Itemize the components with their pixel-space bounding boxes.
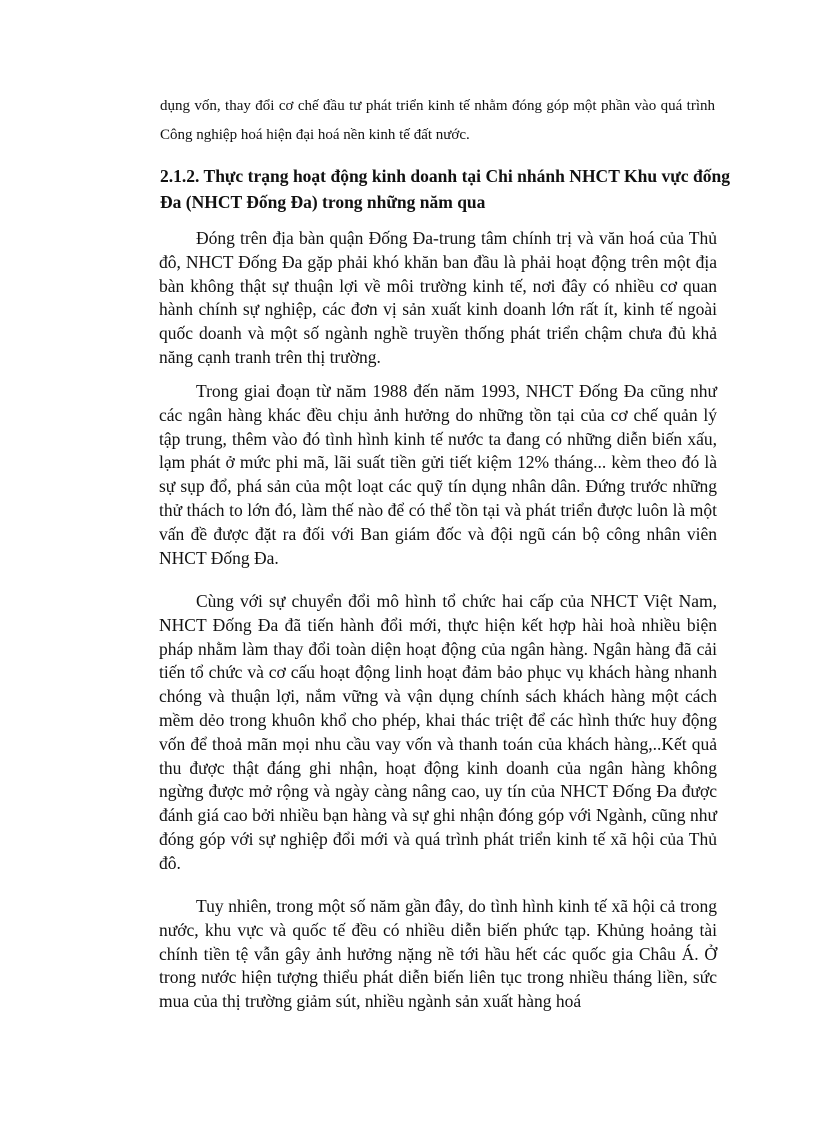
body-paragraph-1: Đóng trên địa bàn quận Đống Đa-trung tâm chính trị và văn hoá của Thủ đô, NHCT Đống Đa gặp phải khó khăn ban đầu là phải hoạt động trên một địa bàn không thật sự thuận lợi về môi trường kinh tế, nơi đây có nhiều cơ quan hành chính sự nghiệp, các đơn vị sản xuất kinh doanh lớn rất ít, kinh tế ngoài quốc doanh và một số ngành nghề truyền thống phát triển chậm chưa đủ khả năng cạnh tranh trên thị trường. bbox=[159, 228, 717, 367]
body-paragraph-4: Tuy nhiên, trong một số năm gần đây, do tình hình kinh tế xã hội cả trong nước, khu vực và quốc tế đều có nhiều diễn biến phức tạp. Khủng hoảng tài chính tiền tệ vẫn gây ảnh hưởng nặng nề tới hầu hết các quốc gia Châu Á. Ở trong nước hiện tượng thiểu phát diễn biến liên tục trong nhiều tháng liền, sức mua của thị trường giảm sút, nhiều ngành sản xuất hàng hoá bbox=[159, 896, 717, 1012]
body-paragraph-2: Trong giai đoạn từ năm 1988 đến năm 1993, NHCT Đống Đa cũng như các ngân hàng khác đều chịu ảnh hưởng do những tồn tại của cơ chế quản lý tập trung, thêm vào đó tình hình kinh tế nước ta đang có những diễn biến xấu, lạm phát ở mức phi mã, lãi suất tiền gửi tiết kiệm 12% tháng... kèm theo đó là sự sụp đổ, phá sản của một loạt các quỹ tín dụng nhân dân. Đứng trước những thử thách to lớn đó, làm thế nào để có thể tồn tại và phát triển được luôn là một vấn đề được đặt ra đối với Ban giám đốc và đội ngũ cán bộ công nhân viên NHCT Đống Đa. bbox=[159, 381, 717, 568]
body-paragraph-3: Cùng với sự chuyển đổi mô hình tổ chức hai cấp của NHCT Việt Nam, NHCT Đống Đa đã tiến hành đổi mới, thực hiện kết hợp hài hoà nhiều biện pháp nhằm làm thay đổi toàn diện hoạt động của ngân hàng. Ngân hàng đã cải tiến tổ chức và cơ cấu hoạt động linh hoạt đảm bảo phục vụ khách hàng nhanh chóng và thuận lợi, nắm vững và vận dụng chính sách khách hàng một cách mềm dẻo trong khuôn khổ cho phép, khai thác triệt để các hình thức huy động vốn để thoả mãn mọi nhu cầu vay vốn và thanh toán của khách hàng,..Kết quả thu được thật đáng ghi nhận, hoạt động kinh doanh của ngân hàng không ngừng được mở rộng và ngày càng nâng cao, uy tín của NHCT Đống Đa được đánh giá cao bởi nhiều bạn hàng và sự ghi nhận đóng góp với Ngành, cũng như đóng góp với sự nghiệp đổi mới và quá trình phát triển kinh tế xã hội của Thủ đô. bbox=[159, 591, 717, 873]
section-heading: 2.1.2. Thực trạng hoạt động kinh doanh tại Chi nhánh NHCT Khu vực đống Đa (NHCT Đống Đa) trong những năm qua bbox=[160, 166, 730, 212]
intro-paragraph: dụng vốn, thay đổi cơ chế đầu tư phát triển kinh tế nhằm đóng góp một phần vào quá trình Công nghiệp hoá hiện đại hoá nền kinh tế đất nước. bbox=[160, 98, 715, 143]
